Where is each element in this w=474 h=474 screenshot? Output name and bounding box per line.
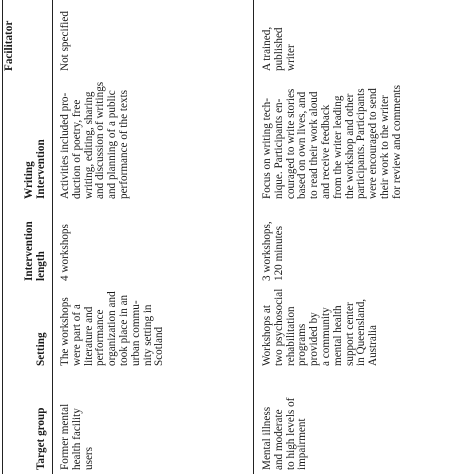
header-writing-intervention: Writing Intervention (23, 139, 47, 199)
header-target-group: Target group (35, 407, 47, 470)
row2-facilitator: A trained, published writer (261, 26, 297, 71)
header-setting: Setting (35, 332, 47, 366)
header-bottom-rule (52, 0, 53, 474)
row2-target-group: Mental illness and moderate to high levels of impairment (261, 397, 309, 470)
row1-writing-intervention: Activities included pro- duction of poetry, free writing, editing, sharing and discussion of writings and planning of a public performance of the texts (59, 81, 130, 199)
row-divider-rule (253, 0, 254, 474)
header-facilitator: Facilitator (3, 20, 15, 71)
row2-setting: Workshops at two psychosocial rehabilitation programs provided by a community mental health support center in Queensland, Australia (261, 288, 380, 366)
row1-setting: The workshops were part of a literature and performance organization and took place in an urban commu- nity setting in Scotland (59, 291, 166, 366)
row1-intervention-length: 4 workshops (59, 224, 71, 281)
table-top-rule (2, 0, 3, 474)
header-intervention-length: Intervention length (23, 221, 47, 281)
row2-intervention-length: 3 workshops, 120 minutes (261, 221, 285, 281)
row2-writing-intervention: Focus on writing tech- nique. Participants en- couraged to write stories based on own lives, and to read their work aloud and receive feedback from the writer leading the workshop and other participants. Participants were encouraged to send their work to the writer for review and comments (261, 84, 403, 199)
row1-target-group: Former mental health facility users (59, 403, 95, 470)
row1-facilitator: Not specified (59, 11, 71, 71)
